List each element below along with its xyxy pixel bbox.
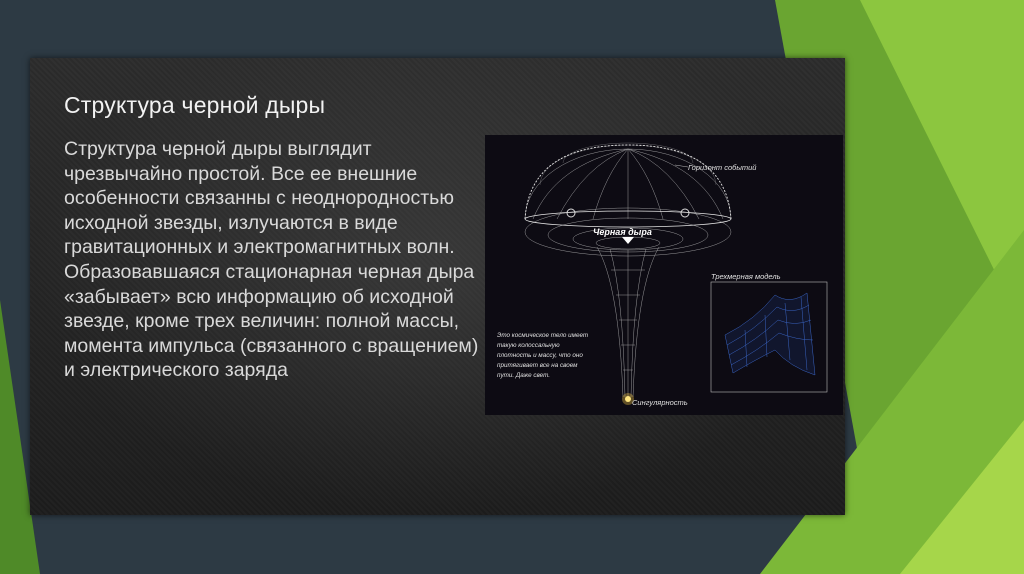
marker-left: [567, 209, 575, 217]
marker-right: [681, 209, 689, 217]
event-horizon-label: Горизонт событий: [688, 163, 757, 172]
black-hole-illustration: [485, 135, 843, 415]
slide-body-text: Структура черной дыры выглядит чрезвычайно простой. Все ее внешние особенности связанны с неоднородностью исходной звезды, излучаются в виде гравитационных и электромагнитных волн. Образовавшаяся стационарная черная дыра «забывает» всю информацию об исходной звезде, кроме трех величин: полной массы, момента импульса (связанного с вращением) и электрического заряда: [64, 138, 479, 382]
singularity-dot: [625, 396, 631, 402]
model-3d-label: Трехмерная модель: [711, 272, 781, 281]
content-panel: [30, 58, 845, 515]
black-hole-arrow: [622, 237, 634, 244]
singularity-label: Сингулярность: [632, 398, 688, 407]
slide-title: Структура черной дыры: [64, 92, 326, 118]
description-label: Это космическое тело имеет такую колоссальную плотность и массу, что оно притягивает все на своем пути. Даже свет.: [497, 332, 589, 379]
black-hole-label: Черная дыра: [593, 227, 652, 237]
model-surface: [725, 293, 815, 375]
